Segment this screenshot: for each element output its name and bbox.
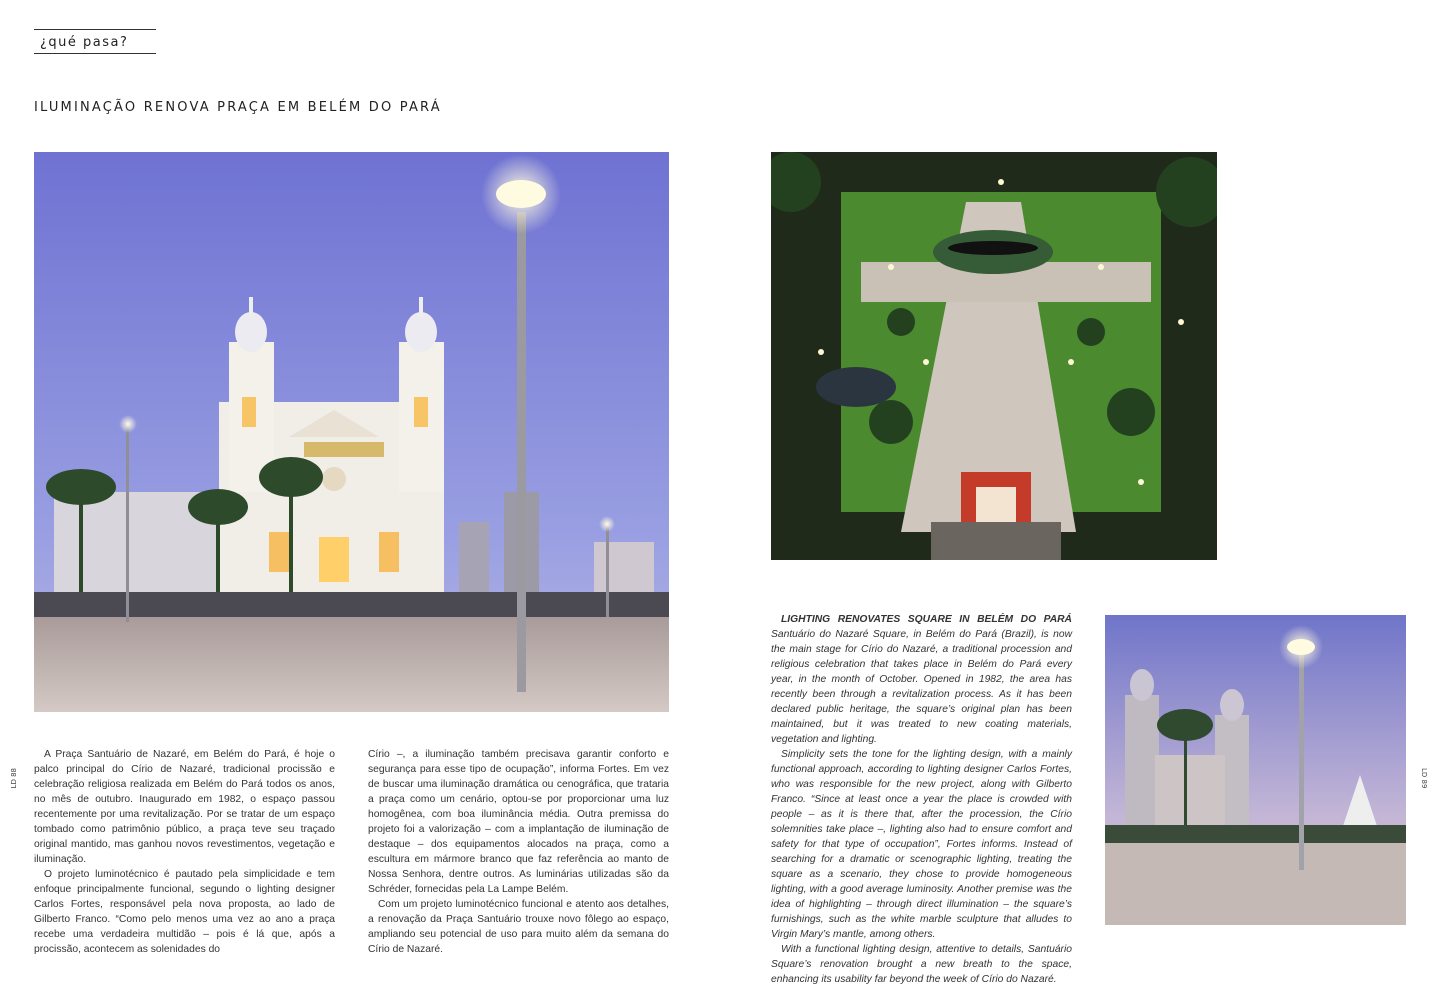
- section-tag: ¿qué pasa?: [34, 29, 156, 54]
- aerial-square-photo: [771, 152, 1217, 560]
- body-paragraph: [771, 612, 1072, 747]
- article-headline: ILUMINAÇÃO RENOVA PRAÇA EM BELÉM DO PARÁ: [34, 99, 442, 115]
- body-paragraph: A Praça Santuário de Nazaré, em Belém do Pará, é hoje o palco principal do Círio de Nazaré, tradicional procissão e celebração religiosa realizada em Belém do Pará todos os anos, no mês de outubro. Inaugurado em 1982, o espaço passou recentemente por uma revitalização. Por se tratar de um espaço tombado como patrimônio público, a praça teve seu traçado original mantido, mas ganhou novos revestimentos, vegetação e iluminação.: [34, 749, 335, 865]
- body-paragraph: O projeto luminotécnico é pautado pela simplicidade e tem enfoque principalmente funcional, segundo o lighting designer Carlos Fortes, responsável pela nova proposta, ao lado de Gilberto Franco. “Como pelo menos uma vez ao ano a praça recebe uma verdadeira multidão – pois é lá que, após a procissão, acontecem as solenidades do: [34, 869, 335, 955]
- english-paragraph-1: Santuário do Nazaré Square, in Belém do Pará (Brazil), is now the main stage for Círio do Nazaré, a traditional procession and religious celebration that takes place in Belém do Pará every year, in the month of October. Opened in 1982, the area has recently been through a revitalization process. As it has been declared public heritage, the square’s original plan has been maintained, but it was treated to new coating materials, vegetation and lighting.: [771, 629, 1072, 745]
- english-lead: LIGHTING RENOVATES SQUARE IN BELÉM DO PARÁ: [781, 614, 1072, 625]
- church-dusk-photo: [34, 152, 669, 712]
- square-night-photo: [1105, 615, 1406, 925]
- body-paragraph: With a functional lighting design, attentive to details, Santuário Square’s renovation brought a new breath to the space, enhancing its usability far beyond the week of Círio do Nazaré.: [771, 944, 1072, 985]
- body-paragraph: Com um projeto luminotécnico funcional e atento aos detalhes, a renovação da Praça Santuário trouxe novo fôlego ao espaço, ampliando seu potencial de uso para muito além da semana do Círio de Nazaré.: [368, 899, 669, 955]
- body-paragraph: Simplicity sets the tone for the lighting design, with a mainly functional approach, according to lighting designer Carlos Fortes, who was responsible for the new project, along with Gilberto Franco. “Since at least once a year the place is crowded with people – as it is there that, after the procession, the Círio solemnities take place –, lighting also had to ensure comfort and safety for that type of occupation”, Fortes informs. Instead of searching for a dramatic or scenographic lighting, treating the square as a scenario, they chose to provide homogeneous lighting, with a good average luminosity. Another premise was the idea of highlighting – through direct illumination – the square’s furnishings, such as the white marble sculpture that alludes to Virgin Mary’s mantle, among others.: [771, 749, 1072, 940]
- body-paragraph: Círio –, a iluminação também precisava garantir conforto e segurança para esse tipo de ocupação”, informa Fortes. Em vez de buscar uma iluminação dramática ou cenográfica, que trataria a praça como um cenário, optou-se por proporcionar uma luz homogênea, com boa iluminância média. Outra premissa do projeto foi a valorização – com a implantação de iluminação de destaque – dos equipamentos alocados na praça, como a escultura em mármore branco que faz referência ao manto de Nossa Senhora, dentre outros. As luminárias utilizadas são da Schréder, fornecidas pela La Lampe Belém.: [368, 749, 669, 895]
- page-folio-left: LD 88: [10, 768, 18, 789]
- body-column-pt-1: [34, 747, 335, 957]
- body-column-pt-2: [368, 747, 669, 957]
- body-column-en: [771, 612, 1072, 987]
- page-folio-right: LD 89: [1420, 768, 1428, 789]
